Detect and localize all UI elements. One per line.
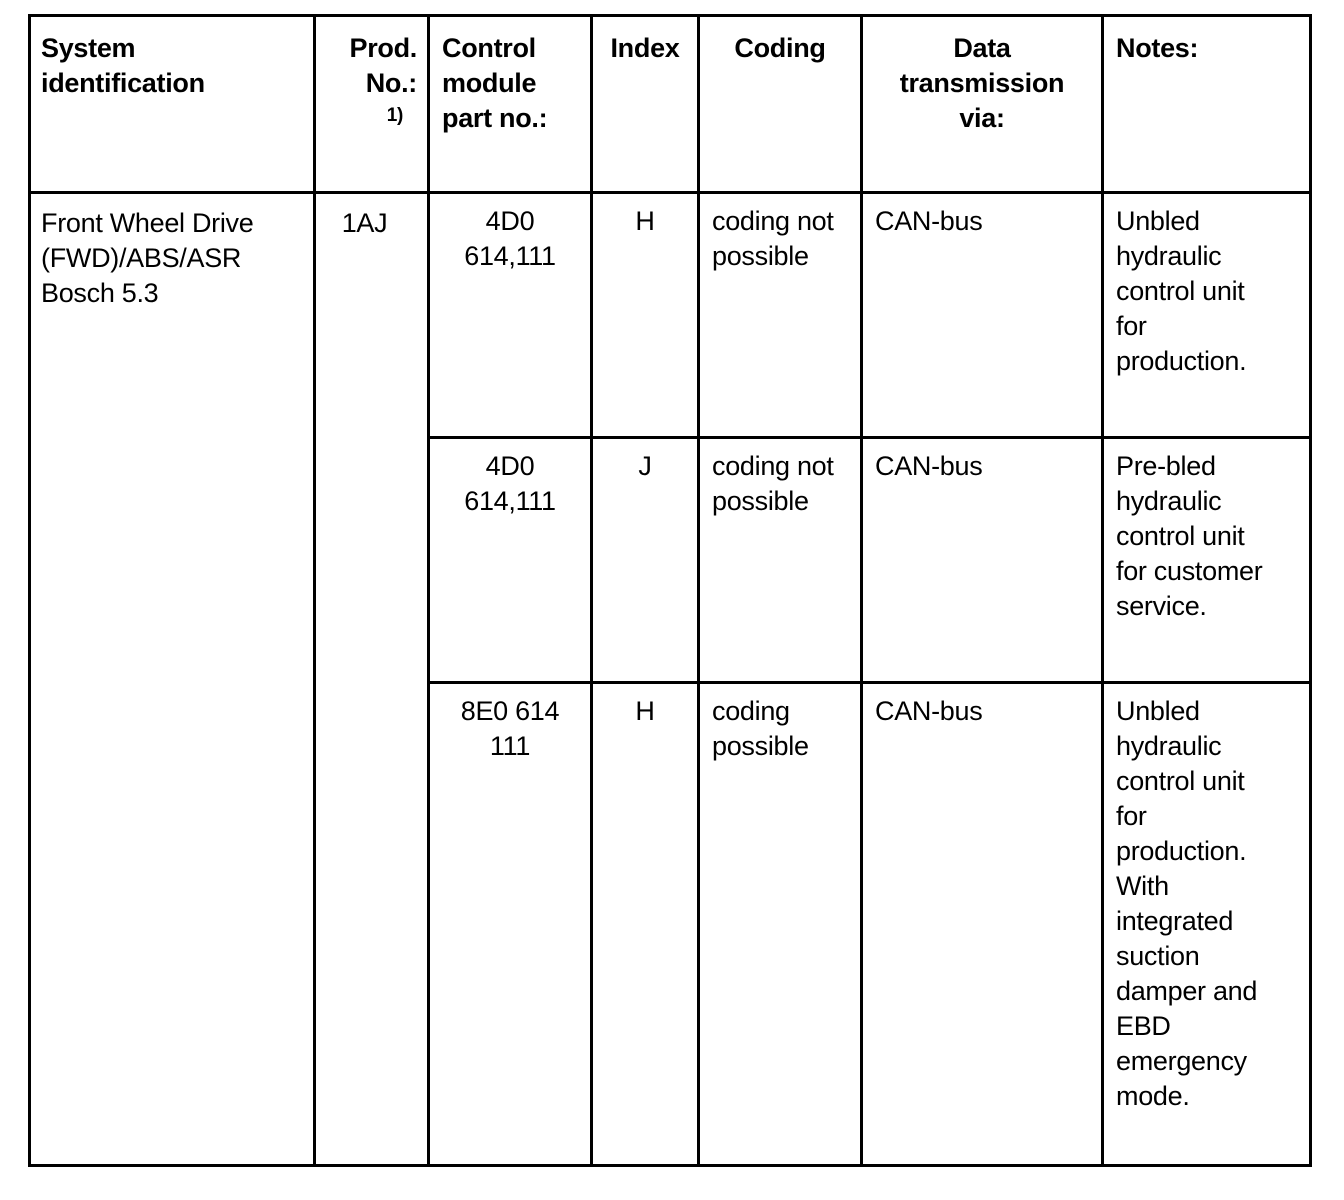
- header-index-label: Index: [610, 33, 680, 63]
- coding-cell: [699, 683, 862, 1166]
- prod-no-cell: [315, 193, 429, 1166]
- part-no-cell: [429, 193, 592, 438]
- header-coding: [699, 16, 862, 193]
- header-control-module-part-no-label: Control module part no.:: [442, 33, 548, 133]
- header-data-transmission-label: Data transmission via:: [899, 33, 1065, 133]
- notes-value: Unbled hydraulic control unit for production. With integrated suction damper and EBD emergency mode.: [1116, 696, 1258, 1111]
- header-notes-label: Notes:: [1116, 33, 1199, 63]
- notes-cell: [1103, 683, 1311, 1166]
- index-value: J: [638, 451, 652, 481]
- notes-value: Pre-bled hydraulic control unit for customer service.: [1116, 451, 1263, 621]
- index-cell: [592, 683, 699, 1166]
- part-no-value: 4D0 614,111: [464, 451, 556, 516]
- table-row: [30, 193, 1311, 438]
- index-cell: [592, 438, 699, 683]
- header-control-module-part-no: [429, 16, 592, 193]
- data-transmission-value: CAN-bus: [875, 206, 983, 236]
- system-cell: [30, 193, 315, 1166]
- coding-value: coding not possible: [712, 206, 834, 271]
- header-prod-no-label: Prod. No.:: [349, 33, 417, 98]
- header-system-identification: [30, 16, 315, 193]
- data-transmission-value: CAN-bus: [875, 451, 983, 481]
- header-data-transmission: [862, 16, 1103, 193]
- header-index: [592, 16, 699, 193]
- prod-no-value: 1AJ: [341, 208, 388, 238]
- header-notes: [1103, 16, 1311, 193]
- part-no-value: 8E0 614 111: [460, 696, 560, 761]
- coding-cell: [699, 193, 862, 438]
- index-value: H: [635, 206, 655, 236]
- notes-cell: [1103, 193, 1311, 438]
- header-prod-no-footnote: 1): [386, 105, 403, 126]
- part-no-cell: [429, 438, 592, 683]
- data-transmission-cell: [862, 683, 1103, 1166]
- index-cell: [592, 193, 699, 438]
- coding-cell: [699, 438, 862, 683]
- system-identification-table-wrapper: [28, 14, 1309, 1165]
- header-prod-no: [315, 16, 429, 193]
- system-name: Front Wheel Drive (FWD)/ABS/ASR Bosch 5.3: [41, 208, 254, 308]
- notes-cell: [1103, 438, 1311, 683]
- part-no-value: 4D0 614,111: [464, 206, 556, 271]
- system-identification-table: [28, 14, 1312, 1167]
- header-system-identification-label: System identification: [41, 33, 205, 98]
- data-transmission-cell: [862, 438, 1103, 683]
- coding-value: coding not possible: [712, 451, 834, 516]
- coding-value: coding possible: [712, 696, 809, 761]
- header-coding-label: Coding: [734, 33, 826, 63]
- header-row: [30, 16, 1311, 193]
- index-value: H: [635, 696, 655, 726]
- notes-value: Unbled hydraulic control unit for production.: [1116, 206, 1247, 376]
- data-transmission-value: CAN-bus: [875, 696, 983, 726]
- data-transmission-cell: [862, 193, 1103, 438]
- part-no-cell: [429, 683, 592, 1166]
